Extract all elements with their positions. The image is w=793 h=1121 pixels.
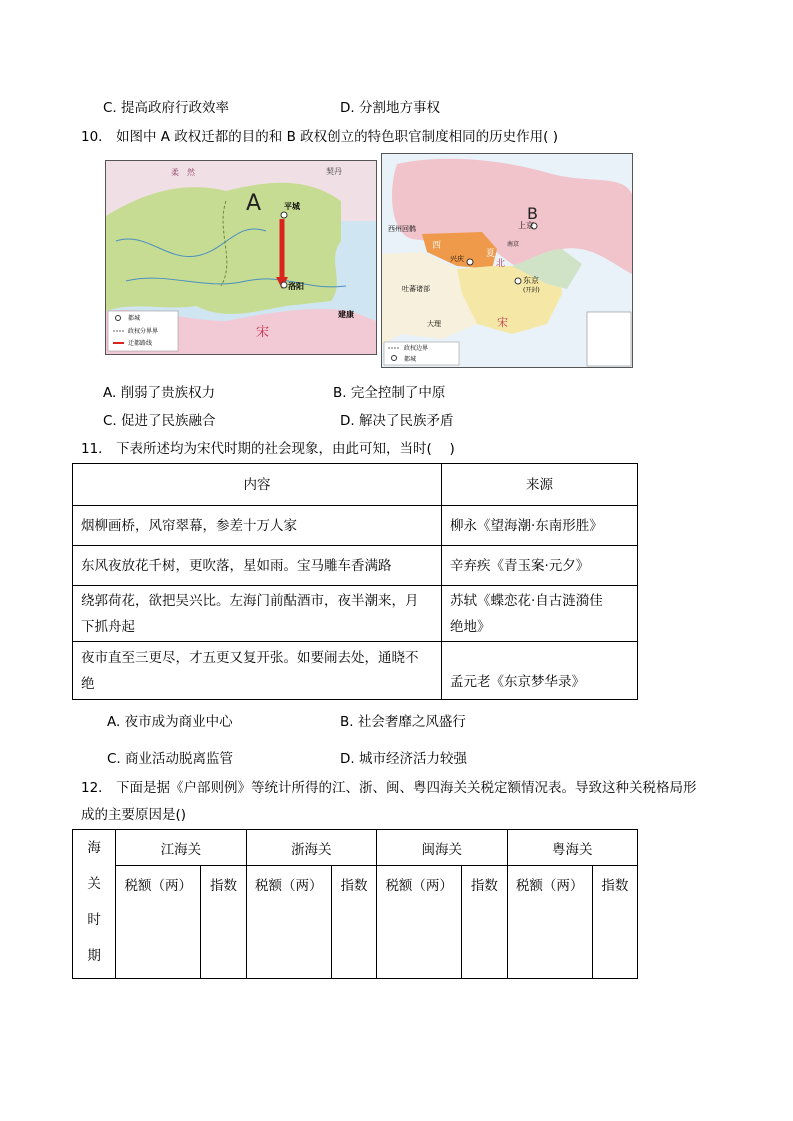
q10-option-d: D. 解决了民族矛盾 (340, 413, 454, 429)
map-b-tubo: 吐蕃诸部 (402, 285, 430, 293)
row-header-cell (73, 830, 116, 979)
row-3-source (442, 586, 638, 642)
map-a (105, 160, 377, 355)
row-header-char-1: 海 (87, 840, 101, 856)
customs-zhe: 浙海关 (246, 830, 376, 866)
map-b-terrain (382, 154, 632, 367)
map-b-shangjing: 上京 (518, 221, 534, 230)
table-subheader-row (73, 866, 638, 979)
row-4-content-line-2: 绝 (81, 675, 95, 692)
q9-option-c: C. 提高政府行政效率 (103, 100, 230, 116)
map-b-dongjing: 东京 (523, 276, 539, 285)
map-b-west: 西州回鹘 (388, 225, 416, 233)
customs-yue: 粤海关 (507, 830, 638, 866)
table-row (73, 546, 638, 586)
yue-amount: 税额（两） (507, 866, 592, 979)
customs-jiang: 江海关 (116, 830, 246, 866)
row-4-content (73, 642, 442, 700)
q10-option-a: A. 削弱了贵族权力 (103, 385, 216, 401)
map-b-xixia-2: 夏 (486, 249, 496, 259)
map-b-legend-2: 都城 (404, 356, 417, 363)
map-a-south-state: 宋 (256, 325, 270, 340)
q12-table (72, 829, 638, 979)
map-a-label: A (246, 191, 262, 216)
map-a-east: 契丹 (326, 167, 342, 176)
row-3-content-line-2: 下抓舟起 (81, 618, 135, 635)
q11-option-d: D. 城市经济活力较强 (340, 751, 467, 767)
map-b-kaifeng: (开封) (523, 287, 540, 294)
header-source: 来源 (442, 464, 638, 506)
map-a-legend-2: 政权分界界 (128, 328, 159, 335)
q12-stem-line-2: 成的主要原因是() (81, 807, 187, 823)
q11-table (72, 463, 638, 700)
map-b-legend-1: 政权边界 (404, 345, 429, 352)
row-header-char-4: 期 (87, 948, 101, 964)
q9-option-d: D. 分割地方事权 (340, 100, 440, 116)
map-b-xixia-1: 西 (432, 241, 442, 251)
map-b-dali: 大理 (427, 320, 441, 328)
map-a-north: 柔 然 (171, 168, 195, 177)
table-row (73, 586, 638, 642)
table-header-row (73, 464, 638, 506)
map-b-bei: 北 (496, 259, 506, 269)
header-content: 内容 (73, 464, 442, 506)
map-b-song: 宋 (497, 316, 508, 329)
map-b (381, 153, 633, 368)
map-a-legend-3: 迁都路线 (128, 340, 153, 347)
q11-stem: 11． 下表所述均为宋代时期的社会现象，由此可知，当时( ) (81, 441, 455, 457)
q10-option-c: C. 促进了民族融合 (103, 413, 216, 429)
yue-index: 指数 (592, 866, 637, 979)
row-4-source: 孟元老《东京梦华录》 (442, 642, 638, 700)
row-1-source: 柳永《望海潮·东南形胜》 (442, 506, 638, 546)
row-4-content-line-1: 夜市直至三更尽，才五更又复开张。如要闹去处，通晓不 (81, 649, 419, 666)
q10-option-b: B. 完全控制了中原 (333, 385, 446, 401)
q10-stem: 10． 如图中 A 政权迁都的目的和 B 政权创立的特色职官制度相同的历史作用( ) (81, 129, 558, 145)
map-b-label: B (527, 204, 538, 223)
row-3-source-line-1: 苏轼《蝶恋花·自古涟漪佳 (450, 592, 603, 609)
map-b-nanjing: 南京 (507, 241, 520, 248)
map-a-luoyang: 洛阳 (288, 282, 304, 291)
map-a-pingcheng: 平城 (284, 202, 300, 211)
customs-min: 闽海关 (377, 830, 507, 866)
row-2-content: 东风夜放花千树，更吹落，星如雨。宝马雕车香满路 (73, 546, 442, 586)
min-index: 指数 (462, 866, 507, 979)
row-3-content (73, 586, 442, 642)
min-amount: 税额（两） (377, 866, 462, 979)
row-3-content-line-1: 绕郭荷花，欲把吴兴比。左海门前酤酒市，夜半潮来，月 (81, 592, 419, 609)
jiang-index: 指数 (201, 866, 246, 979)
row-2-source: 辛弃疾《青玉案·元夕》 (442, 546, 638, 586)
row-header-char-3: 时 (87, 912, 101, 928)
jiang-amount: 税额（两） (116, 866, 201, 979)
row-header-char-2: 关 (87, 876, 101, 892)
q11-option-a: A. 夜市成为商业中心 (107, 714, 233, 730)
table-row (73, 506, 638, 546)
row-3-source-line-2: 绝地》 (450, 618, 491, 635)
table-row (73, 642, 638, 700)
q12-stem-line-1: 12． 下面是据《户部则例》等统计所得的江、浙、闽、粤四海关关税定额情况表。导致这种关税格局形 (81, 780, 697, 796)
q11-option-c: C. 商业活动脱离监管 (107, 751, 234, 767)
map-b-xingqing: 兴庆 (450, 255, 464, 263)
zhe-amount: 税额（两） (246, 866, 331, 979)
row-1-content: 烟柳画桥，风帘翠幕，参差十万人家 (73, 506, 442, 546)
zhe-index: 指数 (331, 866, 376, 979)
map-a-jiankang: 建康 (338, 310, 354, 319)
map-a-legend-1: 都城 (128, 315, 141, 322)
q11-option-b: B. 社会奢靡之风盛行 (340, 714, 466, 730)
table-header-row (73, 830, 638, 866)
